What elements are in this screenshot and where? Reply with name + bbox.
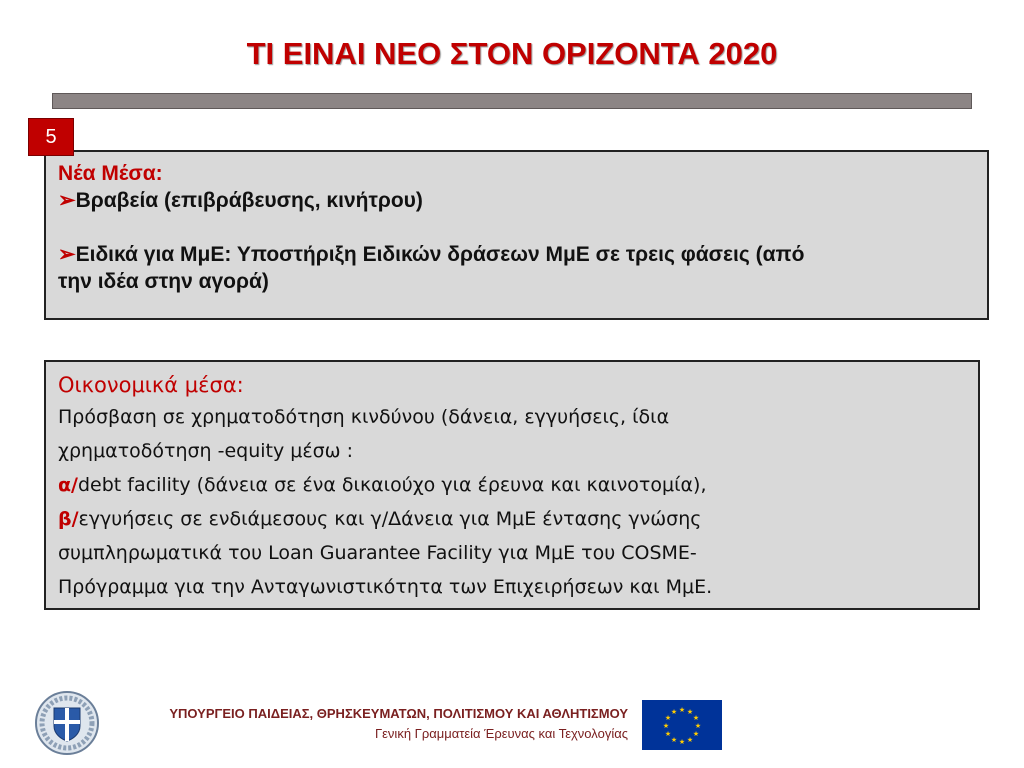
- financial-line-5: συμπληρωματικά του Loan Guarantee Facility για ΜμΕ του COSME-: [58, 542, 697, 564]
- svg-text:★: ★: [678, 738, 686, 746]
- financial-line-3: [58, 468, 966, 502]
- financial-instruments-box: [44, 360, 980, 610]
- financial-line-3-text: debt facility (δάνεια σε ένα δικαιούχο για έρευνα και καινοτομία),: [78, 474, 707, 496]
- svg-text:★: ★: [692, 714, 700, 722]
- svg-text:★: ★: [664, 714, 672, 722]
- footer-text: [169, 704, 628, 744]
- financial-instruments-heading: Οικονομικά μέσα:: [58, 373, 244, 397]
- svg-text:★: ★: [694, 722, 702, 730]
- bullet-prizes: [58, 187, 975, 214]
- svg-text:★: ★: [678, 706, 686, 714]
- greek-coat-of-arms-logo: [34, 690, 100, 756]
- svg-text:★: ★: [664, 730, 672, 738]
- ministry-name: ΥΠΟΥΡΓΕΙΟ ΠΑΙΔΕΙΑΣ, ΘΡΗΣΚΕΥΜΑΤΩΝ, ΠΟΛΙΤΙΣΜΟΥ ΚΑΙ ΑΘΛΗΤΙΣΜΟΥ: [169, 706, 628, 721]
- bullet-sme: [58, 241, 975, 295]
- financial-line-1: Πρόσβαση σε χρηματοδότηση κινδύνου (δάνεια, εγγυήσεις, ίδια: [58, 406, 670, 428]
- label-a: α/: [58, 474, 78, 496]
- svg-text:★: ★: [662, 722, 670, 730]
- bullet-sme-text-line1: Ειδικά για ΜμΕ: Υποστήριξη Ειδικών δράσεων ΜμΕ σε τρεις φάσεις (από: [75, 243, 805, 266]
- label-b: β/: [58, 508, 79, 530]
- financial-line-2: χρηματοδότηση -equity μέσω :: [58, 440, 354, 462]
- arrow-bullet-icon: ➢: [58, 189, 76, 212]
- title-divider-bar: [52, 93, 972, 109]
- bullet-prizes-text: Βραβεία (επιβράβευσης, κινήτρου): [75, 189, 423, 212]
- eu-flag-icon: [642, 700, 722, 750]
- svg-text:★: ★: [692, 730, 700, 738]
- svg-text:★: ★: [670, 736, 678, 744]
- slide-number-badge: 5: [28, 118, 74, 156]
- financial-line-4: [58, 502, 966, 536]
- financial-line-6: Πρόγραμμα για την Ανταγωνιστικότητα των Επιχειρήσεων και ΜμΕ.: [58, 576, 713, 598]
- svg-text:★: ★: [670, 708, 678, 716]
- svg-text:★: ★: [686, 736, 694, 744]
- financial-line-4-text: εγγυήσεις σε ενδιάμεσους και γ/Δάνεια για ΜμΕ έντασης γνώσης: [78, 508, 702, 530]
- new-instruments-heading: Νέα Μέσα:: [58, 162, 163, 185]
- slide-title: ΤΙ ΕΙΝΑΙ ΝΕΟ ΣΤΟΝ ΟΡΙΖΟΝΤΑ 2020: [246, 36, 778, 71]
- secretariat-name: Γενική Γραμματεία Έρευνας και Τεχνολογίας: [374, 726, 628, 741]
- arrow-bullet-icon: ➢: [58, 243, 76, 266]
- bullet-sme-text-line2: την ιδέα στην αγορά): [58, 270, 269, 293]
- new-instruments-box: [44, 150, 989, 320]
- svg-text:★: ★: [686, 708, 694, 716]
